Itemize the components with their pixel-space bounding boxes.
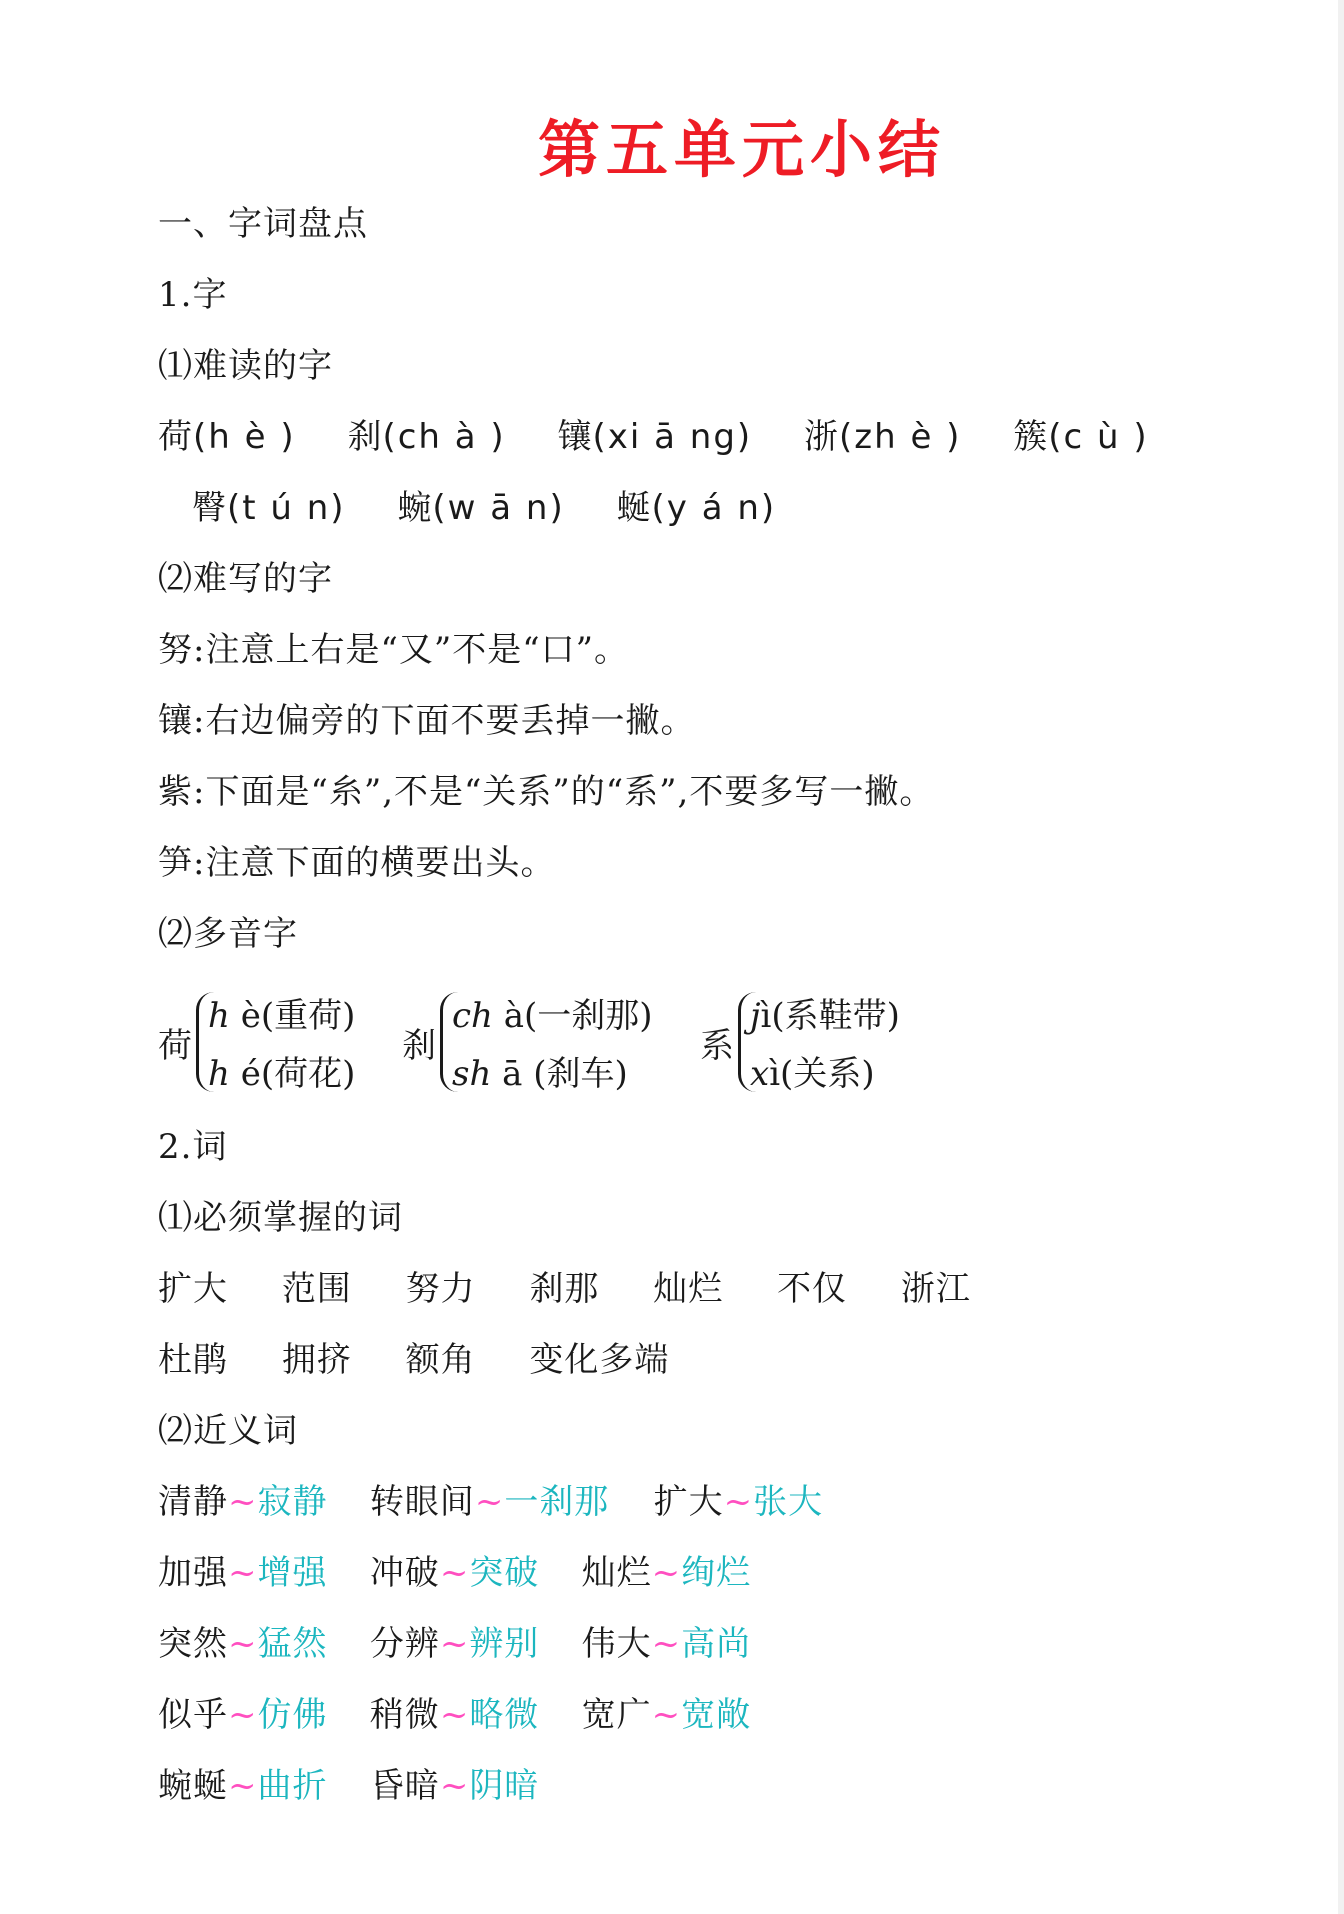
synonym-pair: [654, 1482, 824, 1522]
synonym-match: 宽敞: [681, 1695, 752, 1735]
synonym-pair: [158, 1624, 358, 1664]
synonym-pair: [370, 1482, 642, 1522]
synonym-pair: [370, 1695, 570, 1735]
polyphonic-initial: h: [208, 996, 230, 1036]
synonym-word: 稍微: [369, 1695, 440, 1735]
hard-read-pinyin: (c ù ): [1048, 417, 1149, 457]
word: 扩大: [158, 1269, 228, 1309]
hard-read-row-1: [158, 417, 1149, 457]
tilde-icon: ~: [651, 1695, 682, 1735]
polyphonic-reading: ā (刹车): [491, 1054, 628, 1094]
polyphonic-char: 系: [700, 1026, 734, 1066]
word: 灿烂: [653, 1269, 724, 1309]
word: 额角: [405, 1340, 476, 1380]
word: 刹那: [529, 1269, 600, 1309]
tilde-icon: ~: [439, 1766, 470, 1806]
word: 拥挤: [281, 1340, 352, 1380]
must-heading: ⑴必须掌握的词: [158, 1198, 403, 1238]
synonym-match: 绚烂: [681, 1553, 752, 1593]
synonym-word: 蜿蜒: [158, 1766, 228, 1806]
polyphonic-group: [402, 988, 682, 1098]
synonym-word: 突然: [158, 1624, 228, 1664]
hard-read-char: 簇: [1013, 417, 1049, 457]
hard-read-char: 荷: [158, 417, 193, 457]
hard-write-heading: ⑵难写的字: [158, 559, 333, 599]
polyphonic-initial: ch: [452, 996, 493, 1036]
synonym-match: 辨别: [469, 1624, 540, 1664]
synonym-word: 清静: [158, 1482, 228, 1522]
hard-read-char: 蜿: [397, 488, 433, 528]
synonym-match: 略微: [469, 1695, 540, 1735]
polyphonic-reading: ì(关系): [769, 1054, 875, 1094]
hard-read-heading: ⑴难读的字: [158, 346, 333, 386]
synonym-word: 加强: [158, 1553, 228, 1593]
polyphonic-group: [158, 988, 378, 1098]
tilde-icon: ~: [228, 1695, 258, 1735]
word: 不仅: [777, 1269, 848, 1309]
tilde-icon: ~: [723, 1482, 754, 1522]
hard-read-pinyin: (ch à ): [382, 417, 506, 457]
hard-read-pinyin: (zh è ): [838, 417, 962, 457]
polyphonic-char: 刹: [402, 1026, 436, 1066]
hard-read-char: 镶: [557, 417, 593, 457]
synonym-word: 转眼间: [369, 1482, 475, 1522]
hard-write-note: 镶:右边偏旁的下面不要丢掉一撇。: [158, 701, 696, 741]
tilde-icon: ~: [228, 1482, 258, 1522]
polyphonic-initial: x: [750, 1054, 770, 1094]
synonym-pair: [370, 1766, 540, 1806]
synonym-word: 昏暗: [369, 1766, 440, 1806]
hard-read-char: 浙: [803, 417, 839, 457]
synonym-pair: [370, 1624, 570, 1664]
tilde-icon: ~: [651, 1624, 682, 1664]
synonym-word: 宽广: [581, 1695, 652, 1735]
synonym-heading: ⑵近义词: [158, 1411, 298, 1451]
section-heading: 一、字词盘点: [158, 204, 368, 244]
word: 杜鹃: [158, 1340, 228, 1380]
synonym-row: [158, 1624, 751, 1664]
synonym-match: 阴暗: [469, 1766, 540, 1806]
synonym-pair: [582, 1695, 752, 1735]
tilde-icon: ~: [439, 1553, 470, 1593]
hard-read-pinyin: (w ā n): [432, 488, 565, 528]
hard-write-note: 努:注意上右是“又”不是“口”。: [158, 630, 629, 670]
synonym-row: [158, 1695, 751, 1735]
hard-read-pinyin: (xi ā ng): [592, 417, 753, 457]
polyphonic-initial: h: [208, 1054, 230, 1094]
synonym-row: [158, 1482, 823, 1522]
synonym-pair: [158, 1766, 358, 1806]
tilde-icon: ~: [474, 1482, 505, 1522]
tilde-icon: ~: [651, 1553, 682, 1593]
page-edge: [1338, 0, 1344, 1914]
synonym-pair: [370, 1553, 570, 1593]
must-row-1: [158, 1269, 971, 1309]
synonym-match: 张大: [753, 1482, 824, 1522]
synonym-word: 似乎: [158, 1695, 228, 1735]
synonym-row: [158, 1766, 539, 1806]
hard-read-char: 臀: [192, 488, 227, 528]
polyphonic-group: [700, 988, 960, 1098]
synonym-word: 分辨: [369, 1624, 440, 1664]
hard-read-pinyin: (h è ): [193, 417, 296, 457]
subsection-heading: 1.字: [158, 275, 228, 315]
synonym-pair: [158, 1695, 358, 1735]
synonym-match: 仿佛: [257, 1695, 328, 1735]
hard-write-note: 笋:注意下面的横要出头。: [158, 843, 556, 883]
hard-write-note: 紫:下面是“糸”,不是“关系”的“系”,不要多写一撇。: [158, 772, 935, 812]
subsection-heading: 2.词: [158, 1127, 228, 1167]
tilde-icon: ~: [228, 1624, 258, 1664]
synonym-word: 灿烂: [581, 1553, 652, 1593]
polyphonic-initial: sh: [452, 1054, 492, 1094]
word: 浙江: [900, 1269, 971, 1309]
polyphonic-reading: ì(系鞋带): [760, 996, 900, 1036]
word: 范围: [281, 1269, 352, 1309]
tilde-icon: ~: [228, 1766, 258, 1806]
synonym-pair: [582, 1624, 752, 1664]
word: 变化多端: [529, 1340, 670, 1380]
synonym-match: 寂静: [257, 1482, 328, 1522]
tilde-icon: ~: [439, 1624, 470, 1664]
polyphonic-reading: è(重荷): [229, 996, 356, 1036]
polyphonic-reading: à(一刹那): [492, 996, 653, 1036]
polyphonic-reading: é(荷花): [229, 1054, 356, 1094]
synonym-word: 扩大: [653, 1482, 724, 1522]
synonym-word: 伟大: [581, 1624, 652, 1664]
tilde-icon: ~: [439, 1695, 470, 1735]
polyphonic-initial: j: [750, 996, 761, 1036]
hard-read-pinyin: (t ú n): [227, 488, 346, 528]
synonym-match: 猛然: [257, 1624, 328, 1664]
synonym-word: 冲破: [369, 1553, 440, 1593]
synonym-row: [158, 1553, 751, 1593]
synonym-match: 一刹那: [504, 1482, 610, 1522]
page-title: 第五单元小结: [537, 113, 946, 186]
word: 努力: [405, 1269, 476, 1309]
hard-read-char: 刹: [347, 417, 383, 457]
synonym-pair: [158, 1553, 358, 1593]
synonym-pair: [158, 1482, 358, 1522]
synonym-match: 曲折: [257, 1766, 328, 1806]
synonym-match: 突破: [469, 1553, 540, 1593]
synonym-pair: [582, 1553, 752, 1593]
hard-read-char: 蜒: [616, 488, 652, 528]
synonym-match: 增强: [257, 1553, 328, 1593]
polyphonic-heading: ⑵多音字: [158, 914, 298, 954]
hard-read-pinyin: (y á n): [651, 488, 777, 528]
synonym-match: 高尚: [681, 1624, 752, 1664]
polyphonic-char: 荷: [158, 1026, 192, 1066]
must-row-2: [158, 1340, 669, 1380]
tilde-icon: ~: [228, 1553, 258, 1593]
hard-read-row-2: [192, 488, 776, 528]
